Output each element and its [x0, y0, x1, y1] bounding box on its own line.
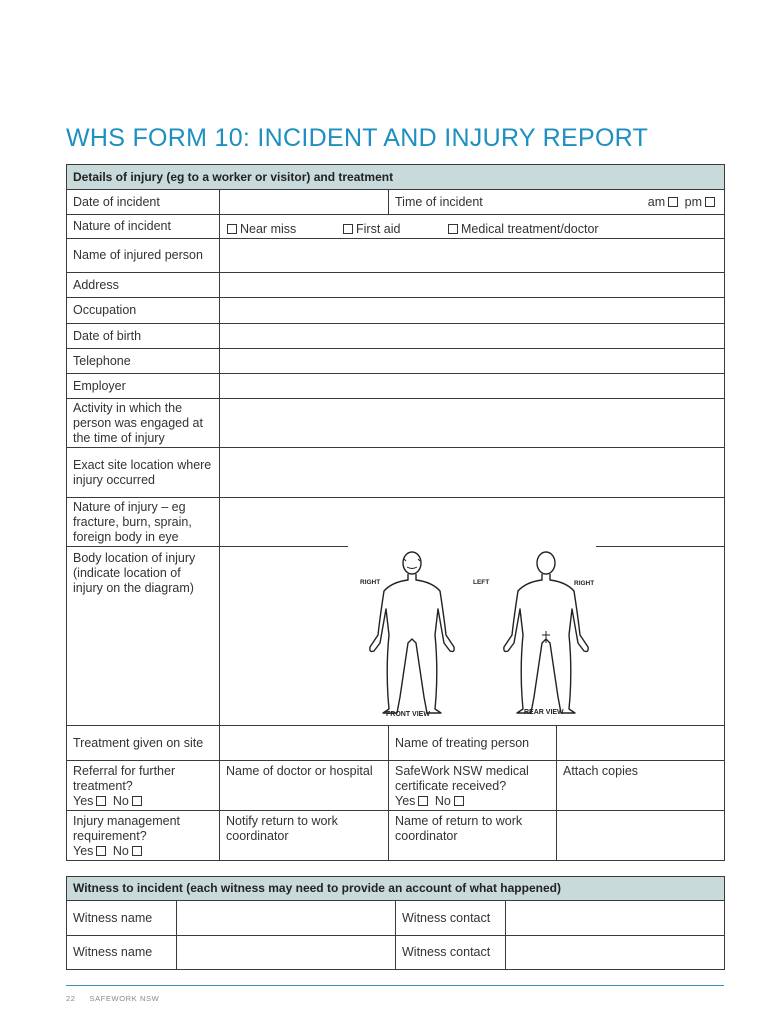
medical-cert-label: SafeWork NSW medical certificate received? [395, 764, 529, 793]
witness-contact-label-1: Witness contact [396, 901, 506, 936]
injury-mgmt-cell [67, 811, 220, 861]
nature-of-incident-options [220, 215, 725, 239]
witness-contact-field-1[interactable] [506, 901, 725, 936]
notify-return-label[interactable]: Notify return to work coordinator [220, 811, 389, 861]
name-return-label: Name of return to work coordinator [389, 811, 557, 861]
rear-body-figure [504, 552, 588, 713]
referral-yes-label: Yes [73, 794, 94, 808]
first-aid-checkbox[interactable] [343, 224, 353, 234]
medical-cert-cell [389, 761, 557, 811]
name-return-field[interactable] [557, 811, 725, 861]
name-of-injured-field[interactable] [220, 239, 725, 273]
rear-view-label: REAR VIEW [524, 709, 564, 716]
telephone-label: Telephone [67, 349, 220, 374]
am-label: am [647, 195, 666, 209]
medical-cert-no-checkbox[interactable] [454, 796, 464, 806]
medical-cert-yes-label: Yes [395, 794, 416, 808]
medical-treatment-checkbox[interactable] [448, 224, 458, 234]
front-right-label: RIGHT [360, 579, 381, 586]
witness-contact-label-2: Witness contact [396, 936, 506, 970]
page-number: 22 [66, 994, 76, 1003]
witness-contact-field-2[interactable] [506, 936, 725, 970]
medical-cert-yes-checkbox[interactable] [418, 796, 428, 806]
witness-name-field-2[interactable] [177, 936, 396, 970]
referral-no-label: No [112, 794, 129, 808]
attach-copies-label[interactable]: Attach copies [557, 761, 725, 811]
front-body-figure [370, 552, 454, 713]
nature-of-injury-label: Nature of injury – eg fracture, burn, sprain, foreign body in eye [67, 498, 220, 547]
rear-right-label: RIGHT [574, 580, 595, 587]
name-of-injured-label: Name of injured person [67, 239, 220, 273]
injury-mgmt-label: Injury management requirement? [73, 814, 181, 843]
treatment-given-label: Treatment given on site [67, 726, 220, 761]
address-label: Address [67, 273, 220, 298]
witness-name-field-1[interactable] [177, 901, 396, 936]
witness-table [66, 876, 725, 970]
body-diagram-cell[interactable] [220, 547, 725, 726]
employer-label: Employer [67, 374, 220, 399]
nature-of-incident-label: Nature of incident [67, 215, 220, 239]
occupation-field[interactable] [220, 298, 725, 324]
form-title: WHS FORM 10: INCIDENT AND INJURY REPORT [66, 124, 649, 152]
footer-org: SAFEWORK NSW [89, 994, 160, 1003]
referral-label: Referral for further treatment? [73, 764, 176, 793]
page-footer [66, 994, 173, 1003]
date-of-birth-label: Date of birth [67, 324, 220, 349]
medical-cert-no-label: No [434, 794, 451, 808]
injury-mgmt-yes-label: Yes [73, 844, 94, 858]
injury-section-header: Details of injury (eg to a worker or visitor) and treatment [67, 165, 725, 190]
body-location-label: Body location of injury (indicate location of injury on the diagram) [67, 547, 220, 726]
telephone-field[interactable] [220, 349, 725, 374]
address-field[interactable] [220, 273, 725, 298]
activity-field[interactable] [220, 399, 725, 448]
injury-mgmt-no-checkbox[interactable] [132, 846, 142, 856]
first-aid-label: First aid [356, 222, 401, 236]
name-treating-label: Name of treating person [389, 726, 557, 761]
witness-section-header: Witness to incident (each witness may need to provide an account of what happened) [67, 877, 725, 901]
name-treating-field[interactable] [557, 726, 725, 761]
time-of-incident-label: Time of incident [395, 194, 483, 209]
doctor-name-label[interactable]: Name of doctor or hospital [220, 761, 389, 811]
referral-no-checkbox[interactable] [132, 796, 142, 806]
witness-name-label-1: Witness name [67, 901, 177, 936]
footer-rule [66, 985, 724, 986]
injury-details-table [66, 164, 725, 861]
pm-label: pm [684, 195, 702, 209]
witness-name-label-2: Witness name [67, 936, 177, 970]
front-view-label: FRONT VIEW [386, 711, 430, 718]
rear-left-label: LEFT [473, 579, 490, 586]
date-of-birth-field[interactable] [220, 324, 725, 349]
time-of-incident-cell[interactable] [389, 190, 725, 215]
near-miss-checkbox[interactable] [227, 224, 237, 234]
am-checkbox[interactable] [668, 197, 678, 207]
referral-yes-checkbox[interactable] [96, 796, 106, 806]
exact-site-field[interactable] [220, 448, 725, 498]
injury-mgmt-yes-checkbox[interactable] [96, 846, 106, 856]
medical-treatment-label: Medical treatment/doctor [461, 222, 599, 236]
occupation-label: Occupation [67, 298, 220, 324]
referral-cell [67, 761, 220, 811]
date-of-incident-label: Date of incident [67, 190, 220, 215]
injury-mgmt-no-label: No [112, 844, 129, 858]
exact-site-label: Exact site location where injury occurred [67, 448, 220, 498]
date-of-incident-field[interactable] [220, 190, 389, 215]
near-miss-label: Near miss [240, 222, 297, 236]
activity-label: Activity in which the person was engaged at the time of injury [67, 399, 220, 448]
employer-field[interactable] [220, 374, 725, 399]
nature-of-injury-field[interactable] [220, 498, 725, 547]
pm-checkbox[interactable] [705, 197, 715, 207]
treatment-given-field[interactable] [220, 726, 389, 761]
body-diagram [226, 547, 729, 725]
